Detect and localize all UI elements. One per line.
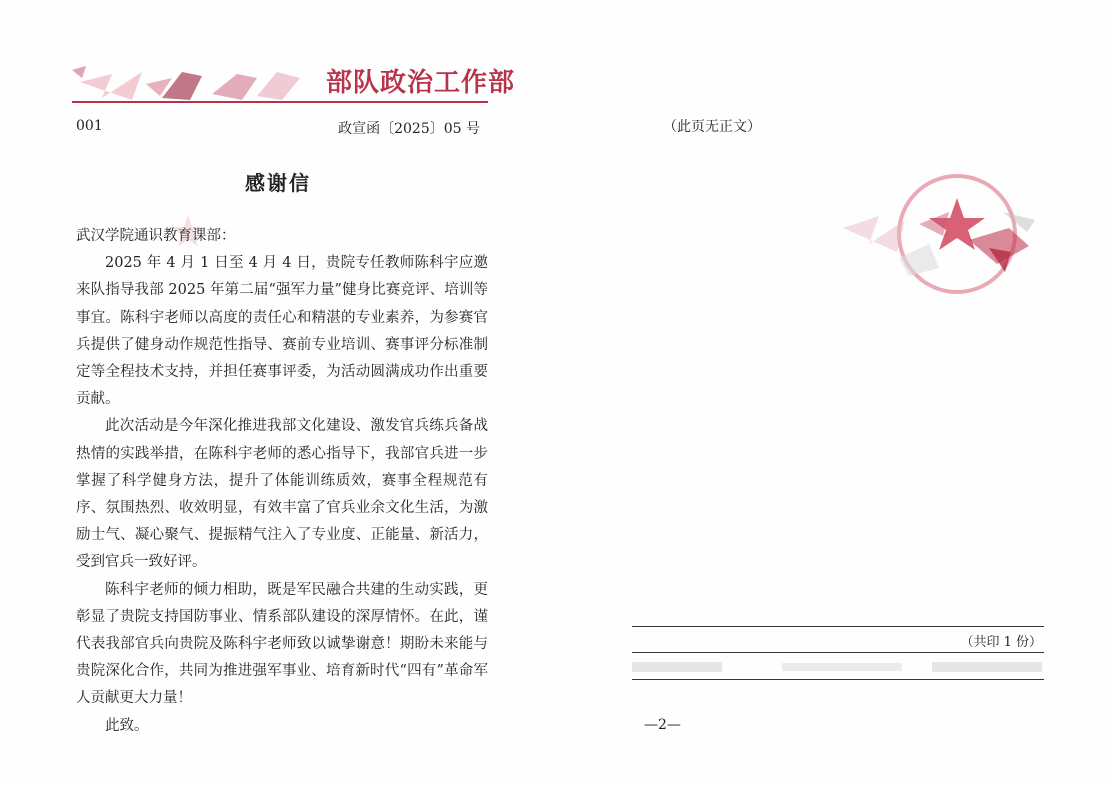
copies-printed-note: （共印 1 份） <box>960 635 1042 650</box>
redacted-header-logo <box>72 64 307 104</box>
footer-rule-middle <box>632 652 1044 653</box>
letter-body <box>76 223 488 740</box>
page-number: —2— <box>644 717 681 733</box>
right-page <box>556 0 1112 787</box>
footer-rule-bottom <box>632 679 1044 680</box>
paragraph-2: 此次活动是今年深化推进我部文化建设、激发官兵练兵备战热情的实践举措，在陈科宇老师的悉心指导下，我部官兵进一步掌握了科学健身方法，提升了体能训练质效，赛事全程规范有序、氛围热烈、收效明显，有效丰富了官兵业余文化生活，为激励士气、凝心聚气、提振精气注入了专业度、正能量、新活力，受到官兵一致好评。 <box>76 418 488 571</box>
paragraph-3: 陈科宇老师的倾力相助，既是军民融合共建的生动实践，更彰显了贵院支持国防事业、情系部队建设的深厚情怀。在此，谨代表我部官兵向贵院及陈科宇老师致以诚挚谢意！期盼未来能与贵院深化合作，共同为推进强军事业、培育新时代“四有”革命军人贡献更大力量！ <box>76 581 488 707</box>
redacted-distribution-line <box>632 655 1044 677</box>
official-seal-stamp-icon <box>839 168 1039 308</box>
salutation: 武汉学院通识教育课部： <box>76 228 236 244</box>
header-red-rule <box>72 101 488 103</box>
letter-title: 感谢信 <box>245 171 311 195</box>
no-text-note: （此页无正文） <box>663 119 761 135</box>
closing: 此致。 <box>105 717 149 734</box>
document-code: 001 <box>76 118 103 134</box>
issuer-header-title: 部队政治工作部 <box>326 68 516 98</box>
document-reference-number: 政宣函〔2025〕05 号 <box>338 121 480 137</box>
paragraph-1: 2025 年 4 月 1 日至 4 月 4 日，贵院专任教师陈科宇应邀来队指导我部 2025 年第二届“强军力量”健身比赛竞评、培训等事宜。陈科宇老师以高度的责任心和精湛的专业素养，为参赛官兵提供了健身动作规范性指导、赛前专业培训、赛事评分标准制定等全程技术支持，并担任赛事评委，为活动圆满成功作出重要贡献。 <box>76 255 488 408</box>
footer-rule-top <box>632 626 1044 627</box>
